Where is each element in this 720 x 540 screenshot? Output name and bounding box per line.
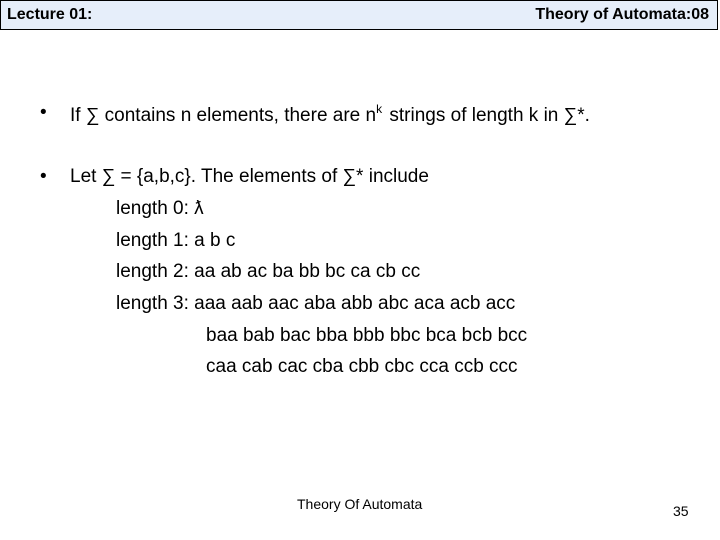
page-number: 35 <box>673 503 689 519</box>
bullet-text: Let ∑ = {a,b,c}. The elements of ∑* include <box>70 166 429 187</box>
lecture-label: Lecture 01: <box>7 6 93 23</box>
course-title: Theory of Automata:08 <box>535 6 709 23</box>
length-3-continuation-2: caa cab cac cba cbb cbc cca ccb ccc <box>206 356 518 377</box>
bullet-text <box>70 102 590 127</box>
length-2-line: length 2: aa ab ac ba bb bc ca cb cc <box>116 261 421 282</box>
bullet-icon: • <box>40 102 47 123</box>
length-3-line: length 3: aaa aab aac aba abb abc aca acb acc <box>116 293 516 314</box>
footer-title: Theory Of Automata <box>297 496 423 512</box>
superscript-k: k <box>376 102 383 116</box>
length-0-line: length 0: ƛ <box>116 198 204 219</box>
bullet-icon: • <box>40 166 47 187</box>
bullet-text-after: strings of length k in ∑*. <box>384 105 590 126</box>
bullet-text-before: If ∑ contains n elements, there are n <box>70 105 377 126</box>
length-3-continuation-1: baa bab bac bba bbb bbc bca bcb bcc <box>206 325 528 346</box>
length-1-line: length 1: a b c <box>116 230 236 251</box>
slide-header <box>0 0 718 30</box>
